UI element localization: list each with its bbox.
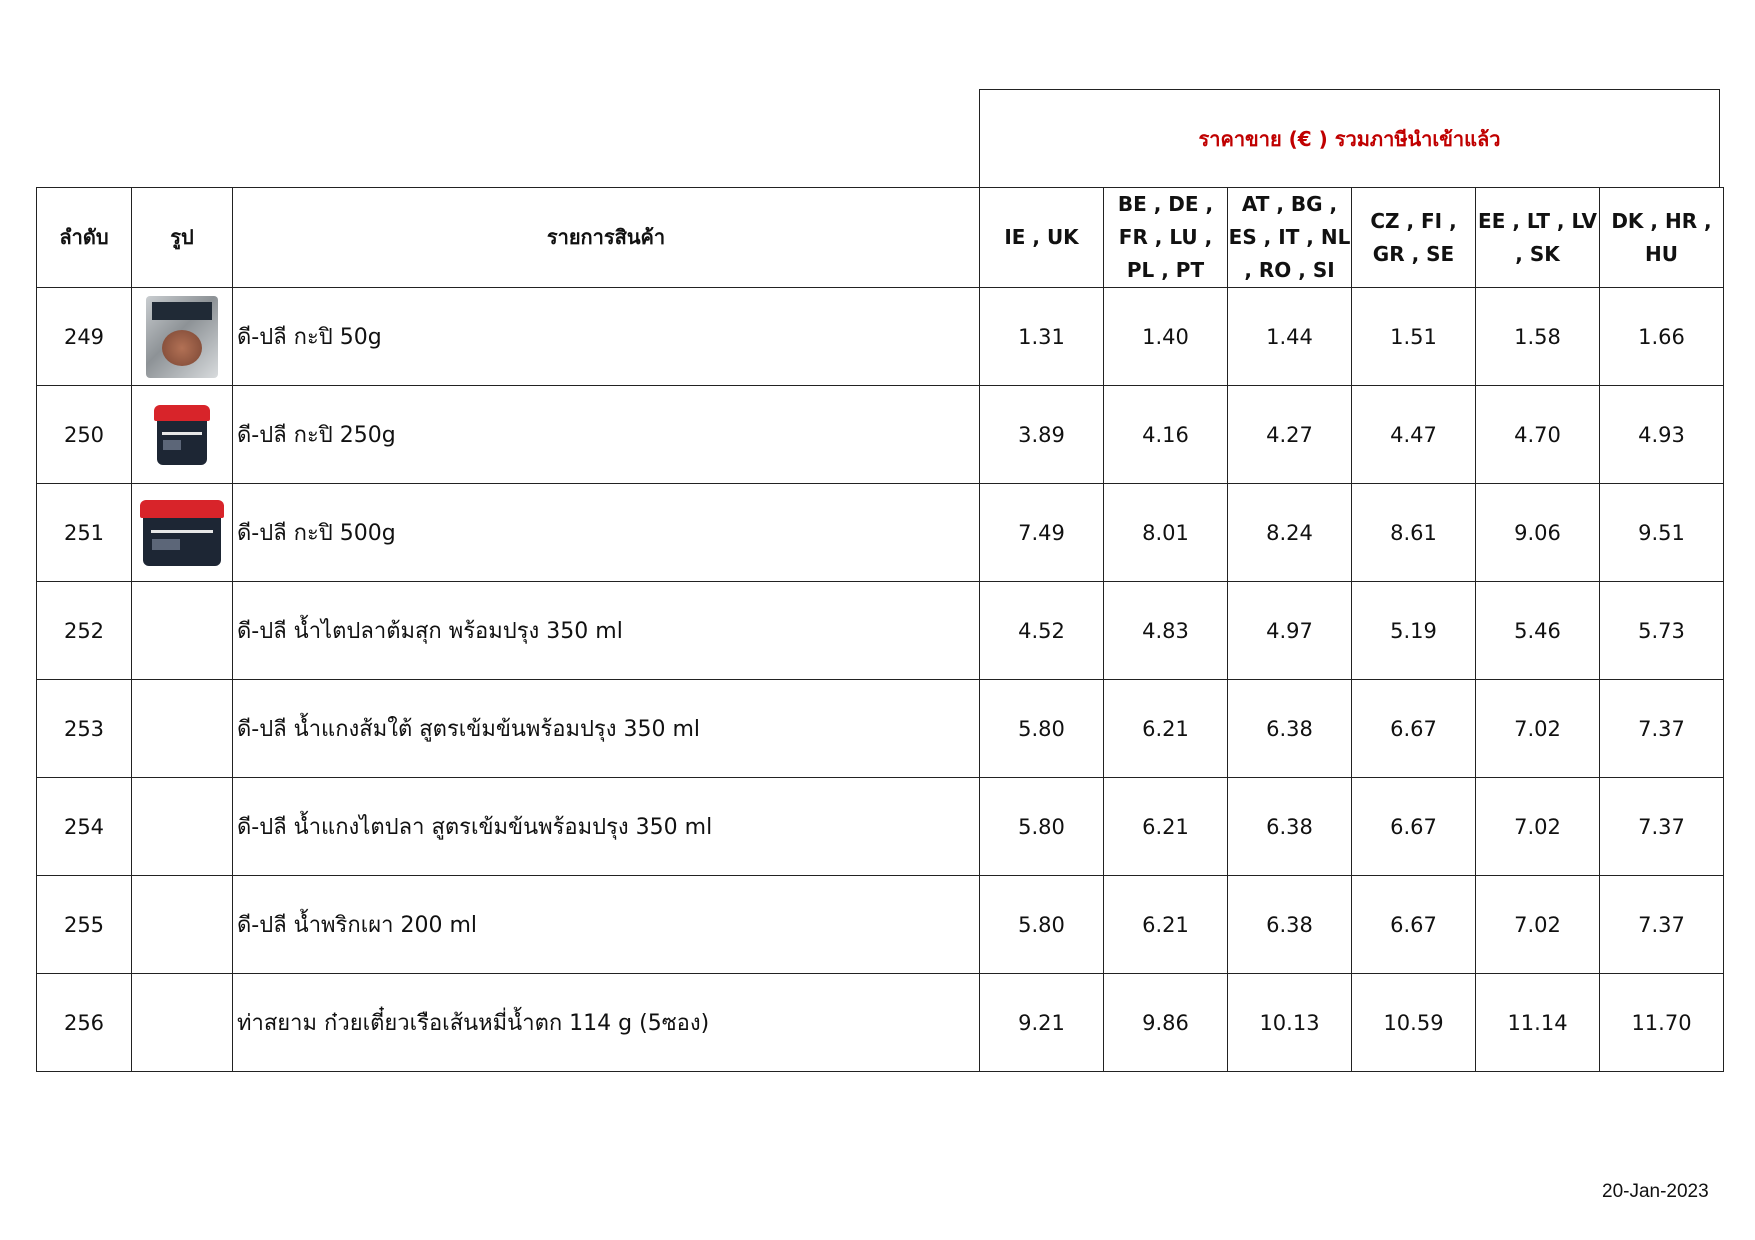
product-image-cell xyxy=(132,974,233,1072)
table-row xyxy=(37,288,1724,386)
table-row xyxy=(37,778,1724,876)
price-region-3: 1.44 xyxy=(1228,288,1352,386)
price-region-3: 8.24 xyxy=(1228,484,1352,582)
price-region-6: 1.66 xyxy=(1600,288,1724,386)
price-region-5: 7.02 xyxy=(1476,680,1600,778)
jar-product-image xyxy=(140,500,224,566)
col-header-no: ลำดับ xyxy=(37,188,132,288)
table-row xyxy=(37,484,1724,582)
price-region-5: 11.14 xyxy=(1476,974,1600,1072)
price-region-3: 10.13 xyxy=(1228,974,1352,1072)
row-no: 255 xyxy=(37,876,132,974)
price-region-6: 9.51 xyxy=(1600,484,1724,582)
price-region-5: 7.02 xyxy=(1476,778,1600,876)
table-row xyxy=(37,974,1724,1072)
product-image-cell xyxy=(132,386,233,484)
price-region-5: 1.58 xyxy=(1476,288,1600,386)
table-row xyxy=(37,680,1724,778)
price-region-6: 11.70 xyxy=(1600,974,1724,1072)
table-row xyxy=(37,876,1724,974)
price-region-2: 6.21 xyxy=(1104,680,1228,778)
product-name: ดี-ปลี กะปิ 50g xyxy=(233,288,980,386)
jar-product-image xyxy=(154,405,210,465)
price-region-2: 4.83 xyxy=(1104,582,1228,680)
price-region-2: 6.21 xyxy=(1104,876,1228,974)
price-region-6: 7.37 xyxy=(1600,680,1724,778)
table-row xyxy=(37,582,1724,680)
price-region-2: 1.40 xyxy=(1104,288,1228,386)
price-region-4: 4.47 xyxy=(1352,386,1476,484)
price-region-2: 6.21 xyxy=(1104,778,1228,876)
price-region-1: 5.80 xyxy=(980,778,1104,876)
document-date: 20-Jan-2023 xyxy=(1602,1181,1709,1202)
price-region-4: 10.59 xyxy=(1352,974,1476,1072)
col-header-region-4: CZ , FI , GR , SE xyxy=(1352,188,1476,288)
price-region-2: 4.16 xyxy=(1104,386,1228,484)
product-name: ดี-ปลี น้ำไตปลาต้มสุก พร้อมปรุง 350 ml xyxy=(233,582,980,680)
row-no: 249 xyxy=(37,288,132,386)
product-name: ดี-ปลี กะปิ 500g xyxy=(233,484,980,582)
price-region-4: 6.67 xyxy=(1352,680,1476,778)
price-region-1: 4.52 xyxy=(980,582,1104,680)
price-region-6: 4.93 xyxy=(1600,386,1724,484)
price-region-4: 8.61 xyxy=(1352,484,1476,582)
price-region-3: 6.38 xyxy=(1228,778,1352,876)
product-name: ดี-ปลี น้ำแกงไตปลา สูตรเข้มข้นพร้อมปรุง 350 ml xyxy=(233,778,980,876)
price-region-4: 6.67 xyxy=(1352,778,1476,876)
col-header-item: รายการสินค้า xyxy=(233,188,980,288)
price-region-2: 8.01 xyxy=(1104,484,1228,582)
price-region-5: 7.02 xyxy=(1476,876,1600,974)
price-region-4: 5.19 xyxy=(1352,582,1476,680)
price-group-header xyxy=(979,89,1720,187)
product-image-cell xyxy=(132,288,233,386)
product-image-cell xyxy=(132,778,233,876)
price-region-3: 6.38 xyxy=(1228,876,1352,974)
product-image-cell xyxy=(132,680,233,778)
col-header-image: รูป xyxy=(132,188,233,288)
col-header-region-5: EE , LT , LV , SK xyxy=(1476,188,1600,288)
price-region-1: 5.80 xyxy=(980,876,1104,974)
price-region-5: 4.70 xyxy=(1476,386,1600,484)
price-region-3: 6.38 xyxy=(1228,680,1352,778)
row-no: 256 xyxy=(37,974,132,1072)
price-region-4: 1.51 xyxy=(1352,288,1476,386)
col-header-region-1: IE , UK xyxy=(980,188,1104,288)
price-region-6: 7.37 xyxy=(1600,876,1724,974)
price-region-3: 4.27 xyxy=(1228,386,1352,484)
row-no: 251 xyxy=(37,484,132,582)
price-table xyxy=(36,187,1724,1072)
product-name: ท่าสยาม ก๋วยเตี๋ยวเรือเส้นหมี่น้ำตก 114 g (5ซอง) xyxy=(233,974,980,1072)
price-region-3: 4.97 xyxy=(1228,582,1352,680)
price-region-1: 7.49 xyxy=(980,484,1104,582)
price-region-5: 5.46 xyxy=(1476,582,1600,680)
row-no: 254 xyxy=(37,778,132,876)
product-image-cell xyxy=(132,876,233,974)
price-region-5: 9.06 xyxy=(1476,484,1600,582)
row-no: 250 xyxy=(37,386,132,484)
price-region-6: 5.73 xyxy=(1600,582,1724,680)
price-group-title: ราคาขาย (€ ) รวมภาษีนำเข้าแล้ว xyxy=(1198,126,1501,151)
price-region-2: 9.86 xyxy=(1104,974,1228,1072)
col-header-region-6: DK , HR , HU xyxy=(1600,188,1724,288)
price-region-6: 7.37 xyxy=(1600,778,1724,876)
row-no: 252 xyxy=(37,582,132,680)
price-region-1: 3.89 xyxy=(980,386,1104,484)
col-header-region-3: AT , BG , ES , IT , NL , RO , SI xyxy=(1228,188,1352,288)
price-region-1: 9.21 xyxy=(980,974,1104,1072)
product-image-cell xyxy=(132,582,233,680)
price-region-1: 5.80 xyxy=(980,680,1104,778)
table-row xyxy=(37,386,1724,484)
price-region-1: 1.31 xyxy=(980,288,1104,386)
pouch-product-image xyxy=(146,296,218,378)
product-image-cell xyxy=(132,484,233,582)
product-name: ดี-ปลี น้ำแกงส้มใต้ สูตรเข้มข้นพร้อมปรุง 350 ml xyxy=(233,680,980,778)
col-header-region-2: BE , DE , FR , LU , PL , PT xyxy=(1104,188,1228,288)
header-row xyxy=(37,188,1724,288)
product-name: ดี-ปลี กะปิ 250g xyxy=(233,386,980,484)
row-no: 253 xyxy=(37,680,132,778)
product-name: ดี-ปลี น้ำพริกเผา 200 ml xyxy=(233,876,980,974)
price-region-4: 6.67 xyxy=(1352,876,1476,974)
